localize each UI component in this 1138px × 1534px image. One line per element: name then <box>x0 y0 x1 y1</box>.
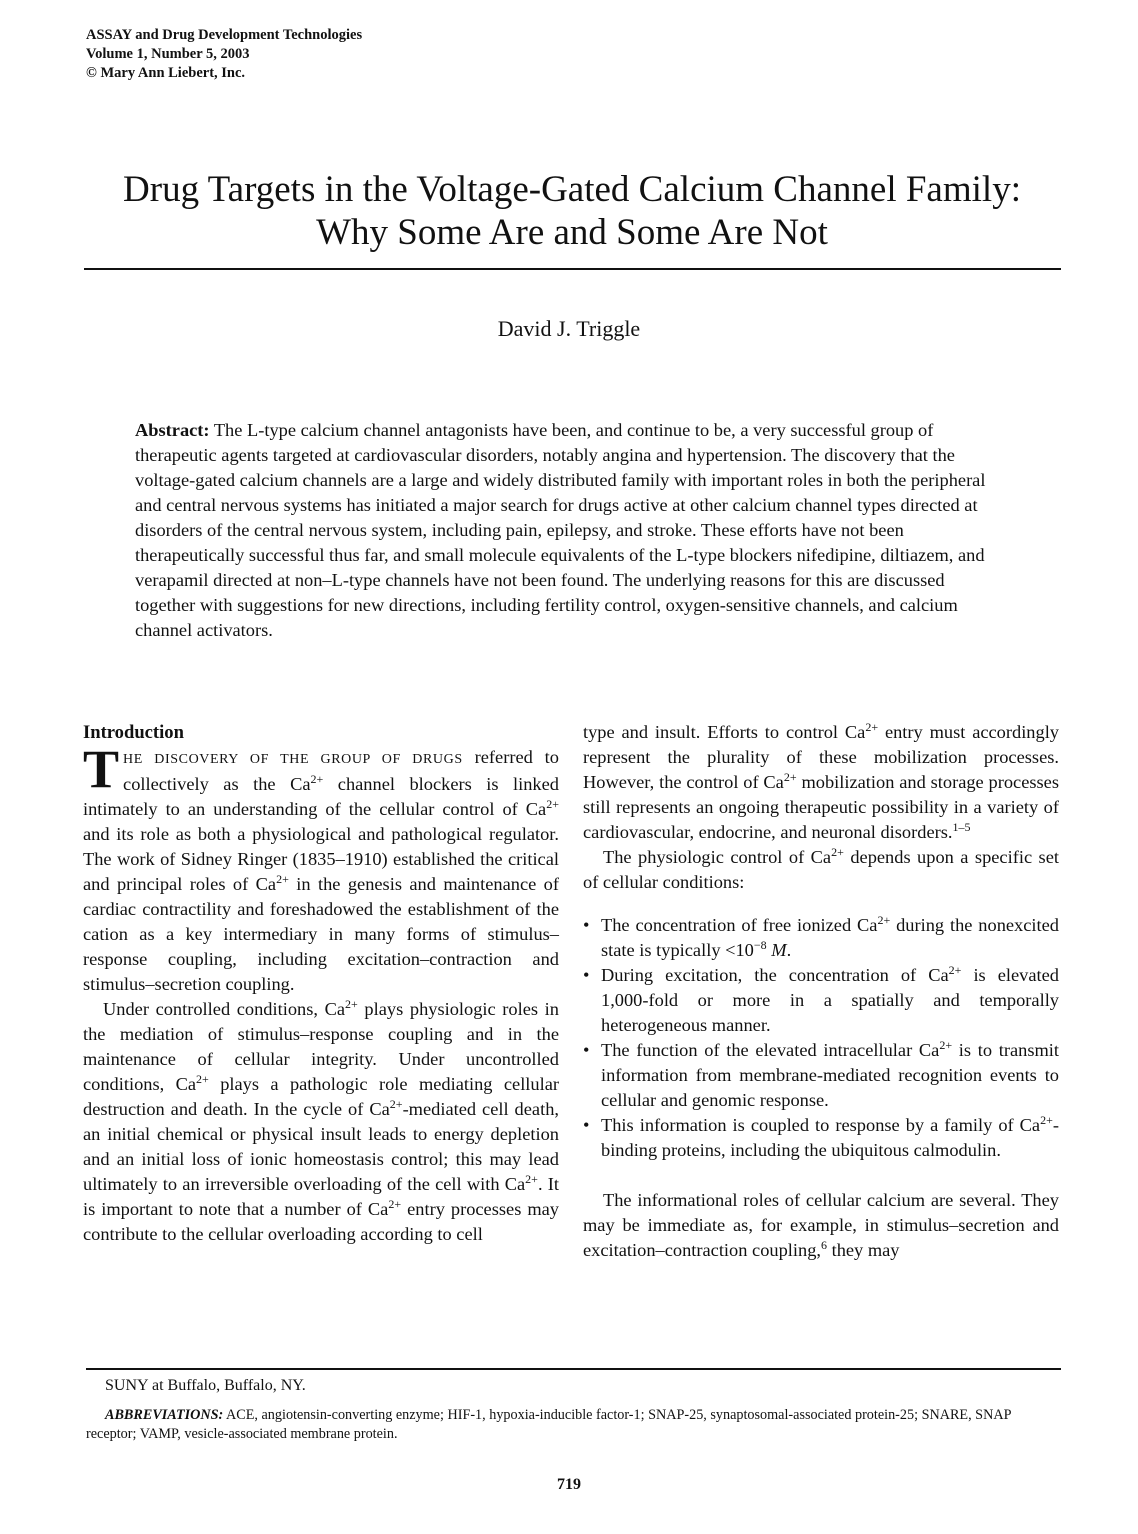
conditions-list <box>583 913 1059 1163</box>
footnote-rule <box>86 1368 1061 1370</box>
abbreviations-label: ABBREVIATIONS: <box>105 1407 224 1423</box>
abstract-label: Abstract: <box>135 420 210 440</box>
drop-cap: T <box>83 739 120 799</box>
list-item: • The concentration of free ionized $Ca^{2+}$ during the nonexcited state is typically $<10^{-8}$ M. <box>583 913 1059 963</box>
left-column <box>83 720 559 1247</box>
intro-paragraph-2-continued: type and insult. Efforts to control $Ca^{2+}$ entry must accordingly represent the plurality of these mobilization processes. However, the control of $Ca^{2+}$ mobilization and storage processes still represents an ongoing therapeutic possibility in a variety of cardiovascular, endocrine, and neuronal disorders.$^{1-5}$ <box>583 720 1060 842</box>
intro-paragraph-4: The informational roles of cellular calcium are several. They may be immediate as, for example, in stimulus–secretion and excitation–contraction coupling,$^6$ they may <box>583 1190 1059 1260</box>
journal-name: ASSAY and Drug Development Technologies <box>86 27 363 43</box>
right-column <box>583 720 1059 1263</box>
list-item: • The function of the elevated intracellular $Ca^{2+}$ is to transmit information from membrane-mediated recognition events to cellular and genomic response. <box>583 1038 1059 1113</box>
abstract <box>135 418 1005 643</box>
title-line-1: Drug Targets in the Voltage-Gated Calcium Channel Family: <box>123 169 1021 210</box>
continued-text: entry processes may contribute to the cellular overloading according to cell <box>83 1199 560 1244</box>
abbreviations-text: ACE, angiotensin-converting enzyme; HIF-1, hypoxia-inducible factor-1; SNAP-25, synaptosomal-associated protein-25; SNARE, SNAP receptor; VAMP, vesicle-associated membrane protein. <box>86 1407 1011 1442</box>
intro-paragraph-1: THE DISCOVERY OF THE GROUP OF DRUGS referred to collectively as the $Ca^{2+}$ channel blockers is linked intimately to an understanding of the cellular control of $Ca^{2+}$ and its role as both a physiological and pathological regulator. The work of Sidney Ringer (1835–1910) established the critical and principal roles of $Ca^{2+}$ in the genesis and maintenance of cardiac contractility and foreshadowed the establishment of the cation as a key intermediary in many forms of stimulus–response coupling, including excitation–contraction and stimulus–secretion coupling. <box>83 739 560 994</box>
abstract-text: The L-type calcium channel antagonists have been, and continue to be, a very successful group of therapeutic agents targeted at cardiovascular disorders, notably angina and hypertension. The discovery that the voltage-gated calcium channels are a large and widely distributed family with important roles in both the peripheral and central nervous systems has initiated a major search for drugs active at other calcium channel types directed at disorders of the central nervous system, including pain, epilepsy, and stroke. These efforts have not been therapeutically successful thus far, and small molecule equivalents of the L-type blockers nifedipine, diltiazem, and verapamil directed at non–L-type channels have not been found. The underlying reasons for this are discussed together with suggestions for new directions, including fertility control, oxygen-sensitive channels, and calcium channel activators. <box>135 420 986 640</box>
journal-volume: Volume 1, Number 5, 2003 <box>86 46 250 62</box>
small-caps-lead: HE DISCOVERY OF THE GROUP OF DRUGS <box>123 752 463 767</box>
page-number: 719 <box>557 1476 581 1493</box>
author-affiliation: SUNY at Buffalo, Buffalo, NY. <box>105 1377 306 1394</box>
title-line-2: Why Some Are and Some Are Not <box>316 212 828 253</box>
journal-header <box>86 26 362 83</box>
journal-publisher: © Mary Ann Liebert, Inc. <box>86 65 246 81</box>
abbreviations-footnote <box>86 1406 1061 1444</box>
list-item: • During excitation, the concentration of $Ca^{2+}$ is elevated 1,000-fold or more in a spatially and temporally heterogeneous manner. <box>583 963 1059 1038</box>
intro-paragraph-3: The physiologic control of $Ca^{2+}$ depends upon a specific set of cellular conditions: <box>583 845 1059 892</box>
article-title <box>60 168 1084 254</box>
citation-1-5: 1–5 <box>952 820 971 834</box>
list-item: • This information is coupled to response by a family of $Ca^{2+}$-binding proteins, including the ubiquitous calmodulin. <box>583 1113 1059 1163</box>
citation-6: 6 <box>820 1238 827 1252</box>
author-name: David J. Triggle <box>497 316 641 341</box>
title-rule <box>84 268 1061 270</box>
section-heading-introduction: Introduction <box>83 722 184 743</box>
intro-paragraph-2: Under controlled conditions, $Ca^{2+}$ plays physiologic roles in the mediation of stimulus–response coupling and in the maintenance of cellular integrity. Under uncontrolled conditions, $Ca^{2+}$ plays a pathologic role mediating cellular destruction and death. In the cycle of $Ca^{2+}$-mediated cell death, an initial chemical or physical insult leads to energy depletion and an initial loss of ionic homeostasis control; this may lead ultimately to an irreversible overloading of the cell with $Ca^{2+}$. It is important to note that a number of $Ca^{2+}$ entry processes may contribute to the cellular overloading according to cell <box>83 997 560 1244</box>
